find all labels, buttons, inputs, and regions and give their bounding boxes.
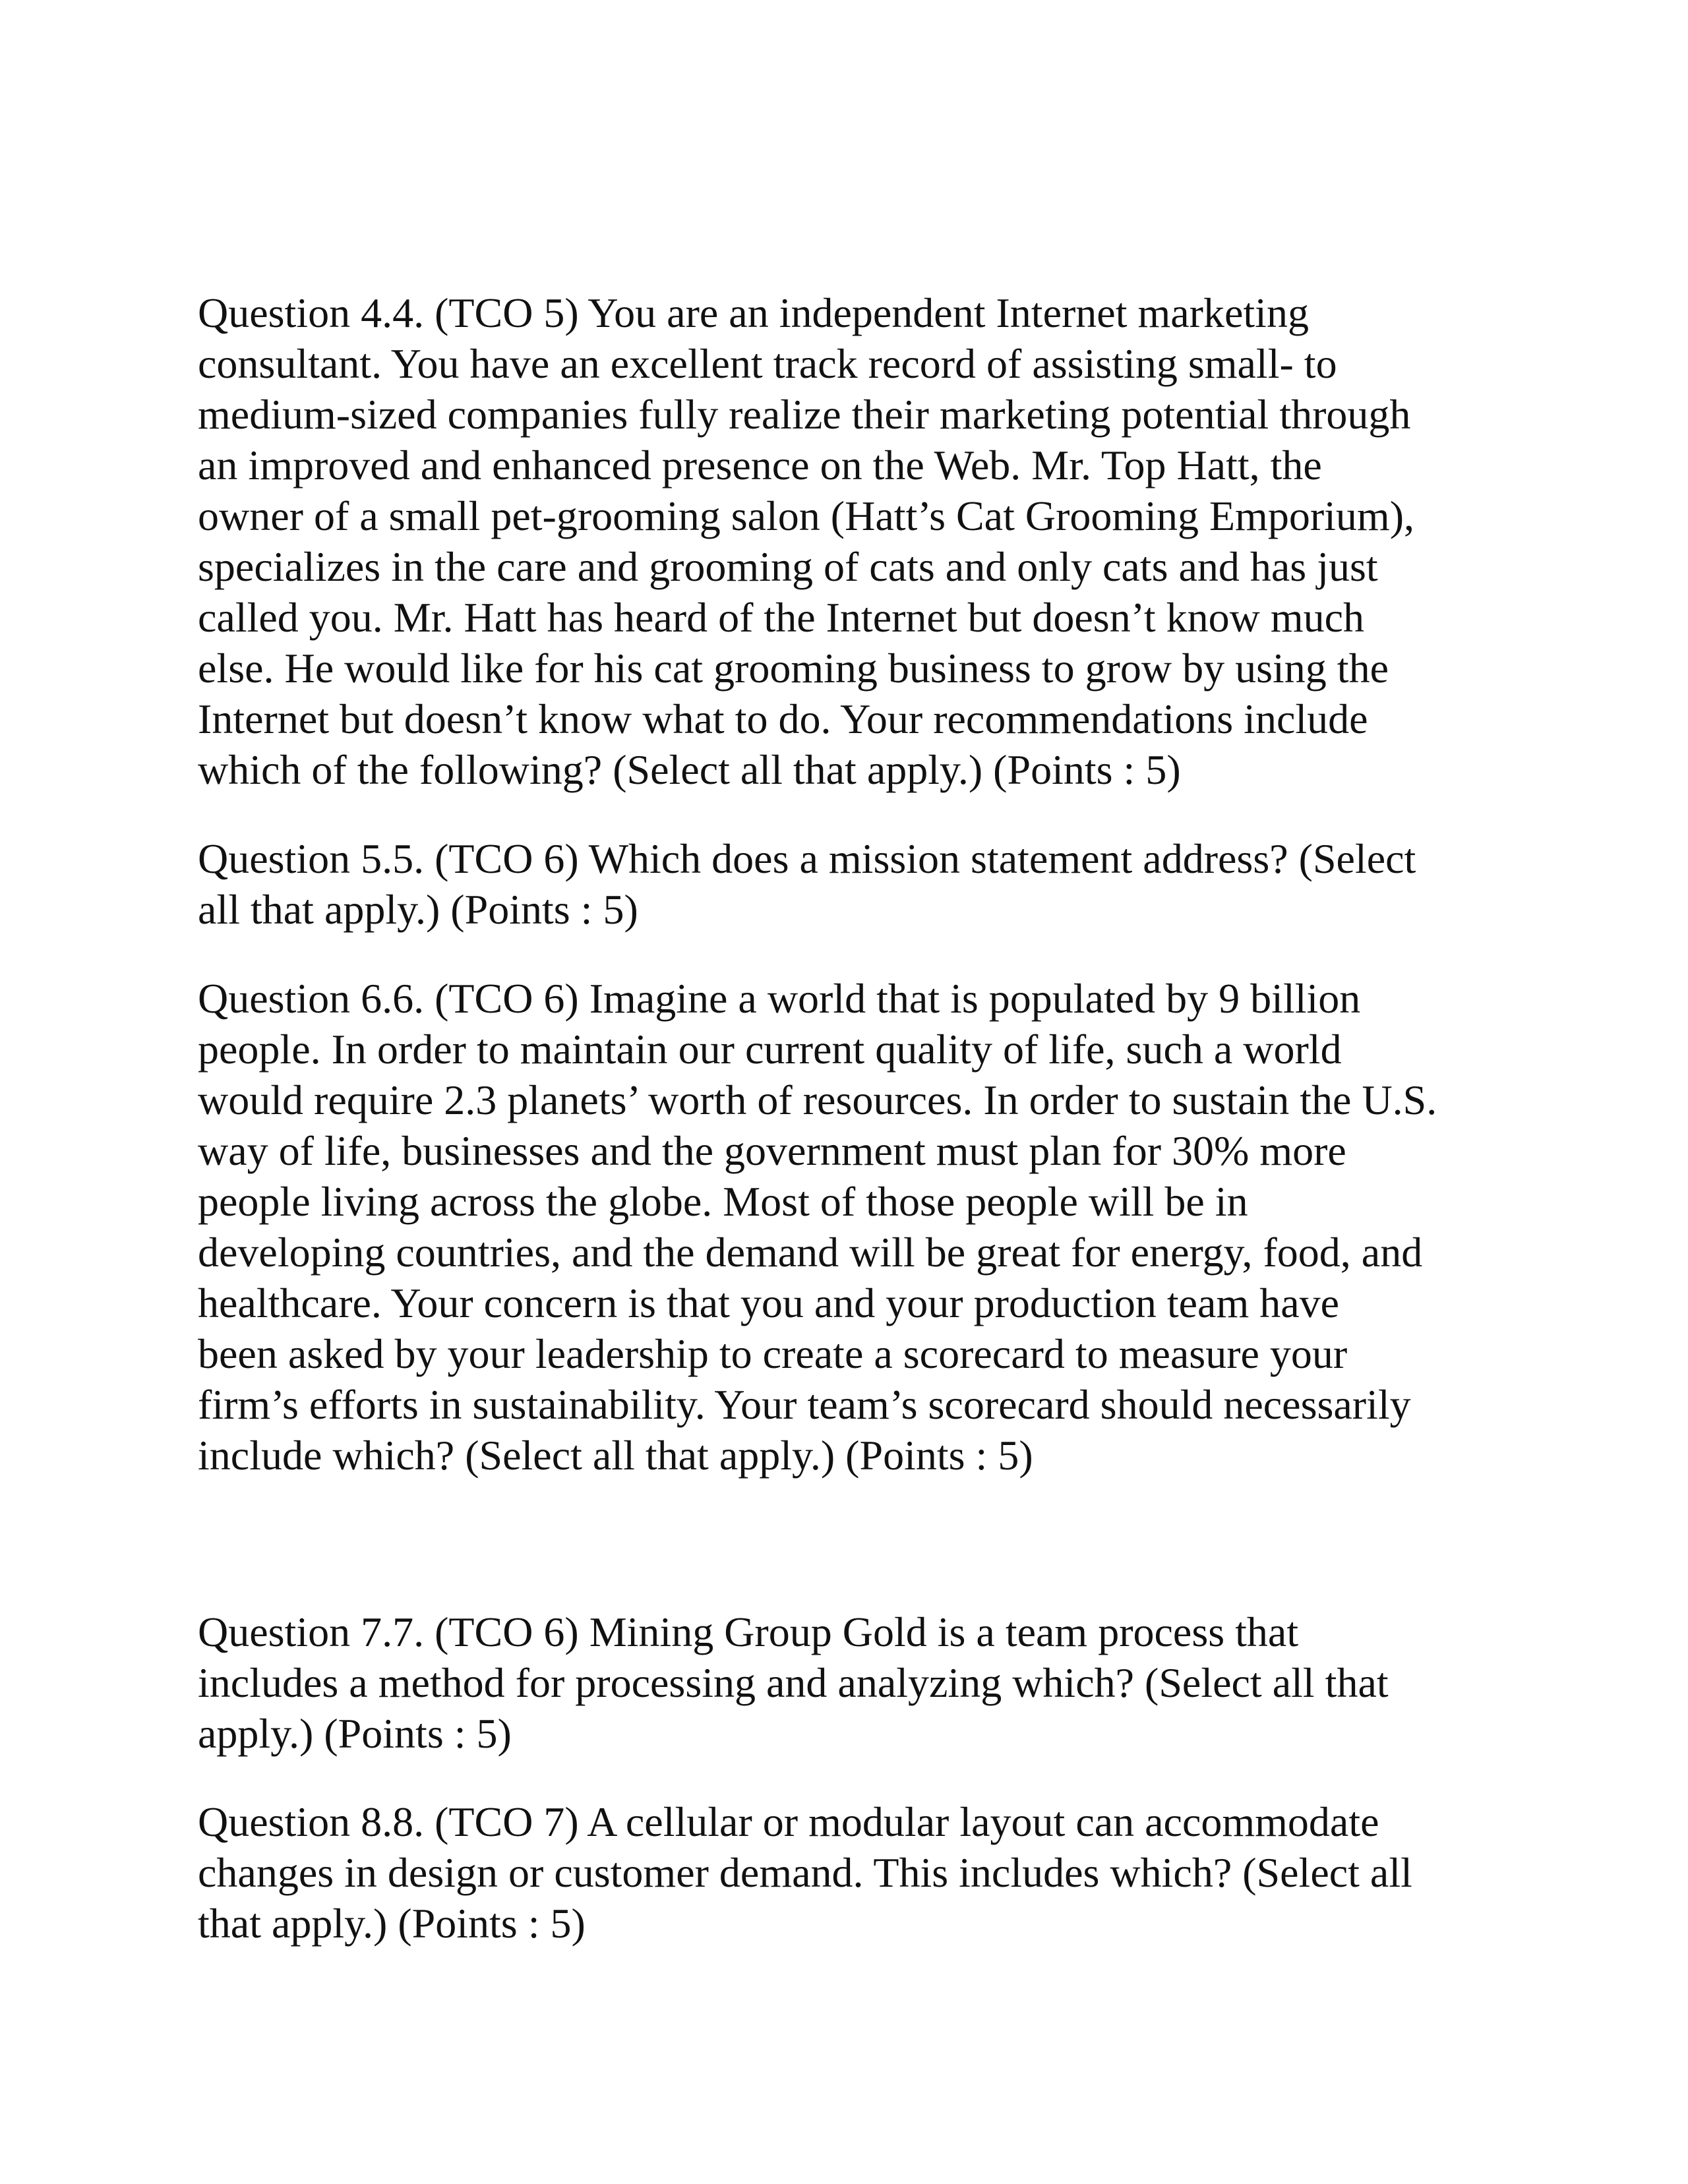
text-line: includes a method for processing and analyzing which? (Select all that — [198, 1659, 1389, 1706]
text-line: healthcare. Your concern is that you and your production team have — [198, 1280, 1340, 1326]
text-line: way of life, businesses and the government must plan for 30% more — [198, 1127, 1346, 1174]
text-line: Question 8.8. (TCO 7) A cellular or modular layout can accommodate — [198, 1798, 1379, 1845]
question-7-7 — [198, 1607, 1530, 1759]
text-line: an improved and enhanced presence on the Web. Mr. Top Hatt, the — [198, 442, 1322, 488]
text-line: people living across the globe. Most of those people will be in — [198, 1178, 1248, 1225]
text-line: been asked by your leadership to create a scorecard to measure your — [198, 1330, 1348, 1377]
text-line: people. In order to maintain our current quality of life, such a world — [198, 1026, 1342, 1073]
text-line: developing countries, and the demand will be great for energy, food, and — [198, 1229, 1423, 1276]
text-line: else. He would like for his cat grooming business to grow by using the — [198, 645, 1389, 692]
question-5-5 — [198, 833, 1530, 935]
text-line: Question 5.5. (TCO 6) Which does a mission statement address? (Select — [198, 835, 1416, 882]
text-line: medium-sized companies fully realize their marketing potential through — [198, 391, 1411, 438]
text-line: include which? (Select all that apply.) (Points : 5) — [198, 1432, 1033, 1479]
text-line: called you. Mr. Hatt has heard of the Internet but doesn’t know much — [198, 594, 1365, 641]
text-line: Question 4.4. (TCO 5) You are an independent Internet marketing — [198, 289, 1309, 336]
text-line: Internet but doesn’t know what to do. Your recommendations include — [198, 695, 1368, 742]
text-line: all that apply.) (Points : 5) — [198, 886, 638, 933]
text-line: changes in design or customer demand. This includes which? (Select all — [198, 1849, 1412, 1896]
question-4-4 — [198, 287, 1530, 795]
text-line: which of the following? (Select all that apply.) (Points : 5) — [198, 746, 1181, 793]
text-line: that apply.) (Points : 5) — [198, 1900, 586, 1947]
text-line: consultant. You have an excellent track record of assisting small- to — [198, 340, 1337, 387]
text-line: would require 2.3 planets’ worth of resources. In order to sustain the U.S. — [198, 1077, 1437, 1123]
text-line: firm’s efforts in sustainability. Your team’s scorecard should necessarily — [198, 1381, 1411, 1428]
text-line: owner of a small pet-grooming salon (Hatt’s Cat Grooming Emporium), — [198, 492, 1414, 539]
text-line: specializes in the care and grooming of cats and only cats and has just — [198, 543, 1378, 590]
question-6-6 — [198, 973, 1530, 1481]
question-8-8 — [198, 1796, 1530, 1949]
text-line: apply.) (Points : 5) — [198, 1710, 512, 1757]
text-line: Question 7.7. (TCO 6) Mining Group Gold is a team process that — [198, 1608, 1299, 1655]
text-line: Question 6.6. (TCO 6) Imagine a world that is populated by 9 billion — [198, 975, 1361, 1022]
